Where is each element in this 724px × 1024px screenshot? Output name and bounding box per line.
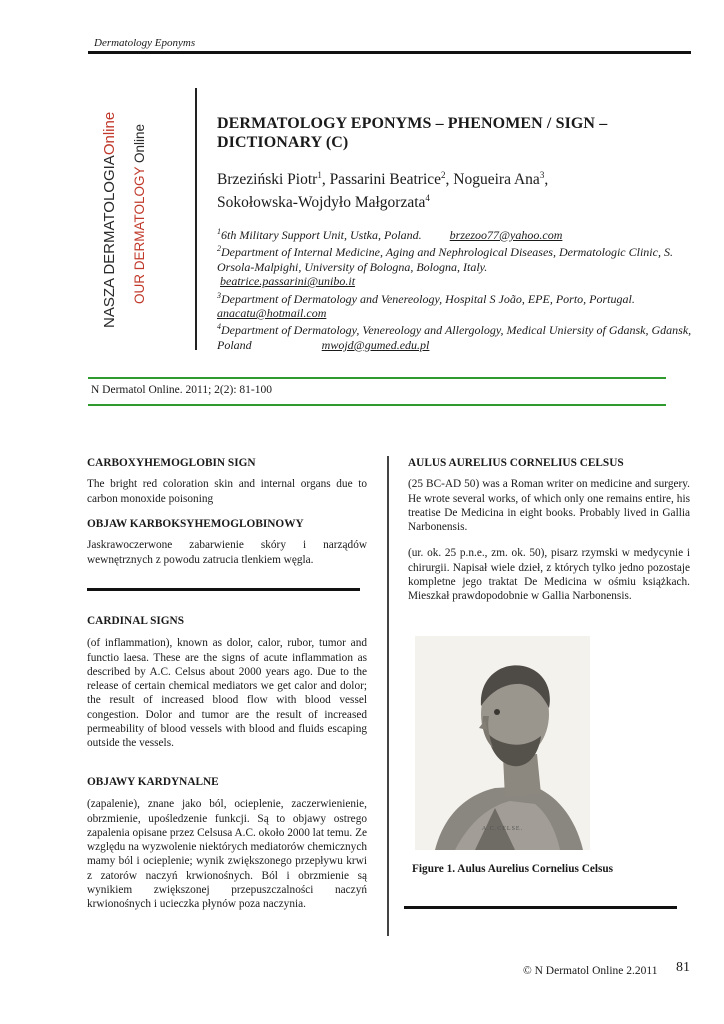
- portrait-engraving: [415, 636, 590, 850]
- affiliation-sup: 3: [217, 290, 221, 300]
- email-link[interactable]: beatrice.passarini@unibo.it: [220, 274, 356, 289]
- section-carboxyhemoglobin-pl: [87, 517, 367, 567]
- email-link[interactable]: mwojd@gumed.edu.pl: [321, 337, 430, 352]
- section-heading: OBJAW KARBOKSYHEMOGLOBINOWY: [87, 518, 304, 530]
- affiliation-text: Department of Dermatology and Venereology, Hospital S João, EPE, Porto, Portugal.: [221, 291, 635, 306]
- footer-copyright: © N Dermatol Online 2.2011: [523, 965, 658, 977]
- journal-logo-polish: [98, 111, 122, 328]
- section-text: (of inflammation), known as dolor, calor, rubor, tumor and functio laesa. These are the signs of acute inflammation as described by A.C. Celsus about 2000 years ago. Due to the release of certain chemical mediators we get calor and dolor; the result of increased blood flow with blood vessel congestion. Dolor and tumor are the result of increased permeability of blood vessels with blood and fluids escaping outside the vessels.: [87, 637, 367, 750]
- author-sup: 1: [317, 170, 322, 180]
- affiliation-text: Department of Dermatology, Venereology and Allergology, Medical Uniersity of Gdansk, Gdansk, Poland: [217, 323, 692, 352]
- journal-logo-english: [128, 123, 152, 304]
- author-separator: ,: [321, 171, 330, 189]
- citation-rule-bottom: [88, 404, 666, 406]
- author-sup: 2: [441, 170, 446, 180]
- author-separator: ,: [445, 171, 454, 189]
- section-carboxyhemoglobin-en: [87, 456, 367, 506]
- section-text: Jaskrawoczerwone zabarwienie skóry i narządów wewnętrznych z powodu zatrucia tlenkiem węgla.: [87, 539, 367, 566]
- author-sup: 4: [425, 193, 430, 204]
- affiliation-sup: 2: [217, 244, 221, 254]
- affiliations: [217, 225, 697, 352]
- affiliation-3: [217, 289, 697, 321]
- email-link[interactable]: anacatu@hotmail.com: [217, 306, 327, 321]
- section-cardinal-signs-en: [87, 614, 367, 751]
- running-header: Dermatology Eponyms: [94, 37, 196, 49]
- author-name: Sokołowska-Wojdyło Małgorzata: [217, 194, 426, 212]
- article-title: DERMATOLOGY EPONYMS – PHENOMEN / SIGN – DICTIONARY (C): [217, 115, 608, 151]
- logo-line1-accent: Online: [101, 111, 118, 156]
- section-celsus: [408, 456, 690, 604]
- author-name: Brzeziński Piotr: [217, 171, 318, 189]
- email-link[interactable]: brzezoo77@yahoo.com: [449, 228, 563, 242]
- section-heading: AULUS AURELIUS CORNELIUS CELSUS: [408, 457, 624, 469]
- section-text: The bright red coloration skin and internal organs due to carbon monoxide poisoning: [87, 478, 367, 505]
- affiliation-sup: 4: [217, 322, 221, 332]
- author-separator: ,: [544, 171, 549, 189]
- section-text-pl: (ur. ok. 25 p.n.e., zm. ok. 50), pisarz rzymski w medycynie i chirurgii. Napisał wiele dzieł, z których tylko jedno pozostaje kompletne jego traktat De Medicina w ośmiu książkach. Mieszkał prawdopodobnie w Gallia Narbonensis.: [408, 547, 690, 603]
- section-text: (zapalenie), znane jako ból, ocieplenie, zaczerwienienie, obrzmienie, upośledzenie funkcji. Są to objawy ostrego zapalenia opisane przez Celsusa A.C. około 2000 lat temu. Ze względu na wyzwolenie niektórych mediatorów chemicznych mamy ból i ocieplenie; wynik zwiększonego przepływu krwi z zatorów naczyń krwionośnych. Ból i obrzmienie są wynikiem zwiększonej przepuszczalności naczyń krwionośnych i ucieczka płynów poza naczynia.: [87, 798, 367, 911]
- author-sup: 3: [539, 170, 545, 180]
- author-list: [217, 166, 687, 212]
- section-heading: CARBOXYHEMOGLOBIN SIGN: [87, 457, 256, 469]
- section-cardinal-signs-pl: [87, 775, 367, 912]
- logo-line2-accent: Online: [132, 123, 147, 163]
- portrait-inscription: A.C.CELSE.: [481, 826, 524, 832]
- citation: N Dermatol Online. 2011; 2(2): 81-100: [91, 384, 272, 396]
- section-heading: OBJAWY KARDYNALNE: [87, 776, 219, 788]
- affiliation-text: 6th Military Support Unit, Ustka, Poland.: [221, 228, 422, 242]
- affiliation-4: [217, 320, 697, 352]
- citation-rule-top: [88, 377, 666, 379]
- page-number: 81: [676, 960, 690, 975]
- affiliation-1: [217, 225, 697, 242]
- logo-line1-main: NASZA DERMATOLOGIA: [101, 155, 118, 328]
- figure-caption: Figure 1. Aulus Aurelius Cornelius Celsus: [412, 863, 614, 875]
- logo-divider: [195, 88, 197, 350]
- author-name: Passarini Beatrice: [329, 171, 442, 189]
- celsus-portrait: [415, 636, 590, 850]
- affiliation-2: [217, 242, 697, 288]
- section-separator: [87, 588, 360, 591]
- section-text-en: (25 BC-AD 50) was a Roman writer on medicine and surgery. He wrote several works, of which only one remains entire, his treatise De Medicina in eight books. Probably lived in Gallia Narbonensis.: [408, 478, 690, 534]
- figure-separator: [404, 906, 677, 909]
- header-rule: [88, 51, 691, 54]
- column-divider: [387, 456, 389, 936]
- affiliation-sup: 1: [217, 227, 221, 236]
- affiliation-text: Department of Internal Medicine, Aging and Nephrological Diseases, Dermatologic Clinic, S. Orsola-Malpighi, University of Bologna, Bologna, Italy.: [217, 245, 673, 274]
- logo-line2-main: OUR DERMATOLOGY: [132, 166, 147, 304]
- author-name: Nogueira Ana: [453, 171, 540, 189]
- section-heading: CARDINAL SIGNS: [87, 615, 184, 627]
